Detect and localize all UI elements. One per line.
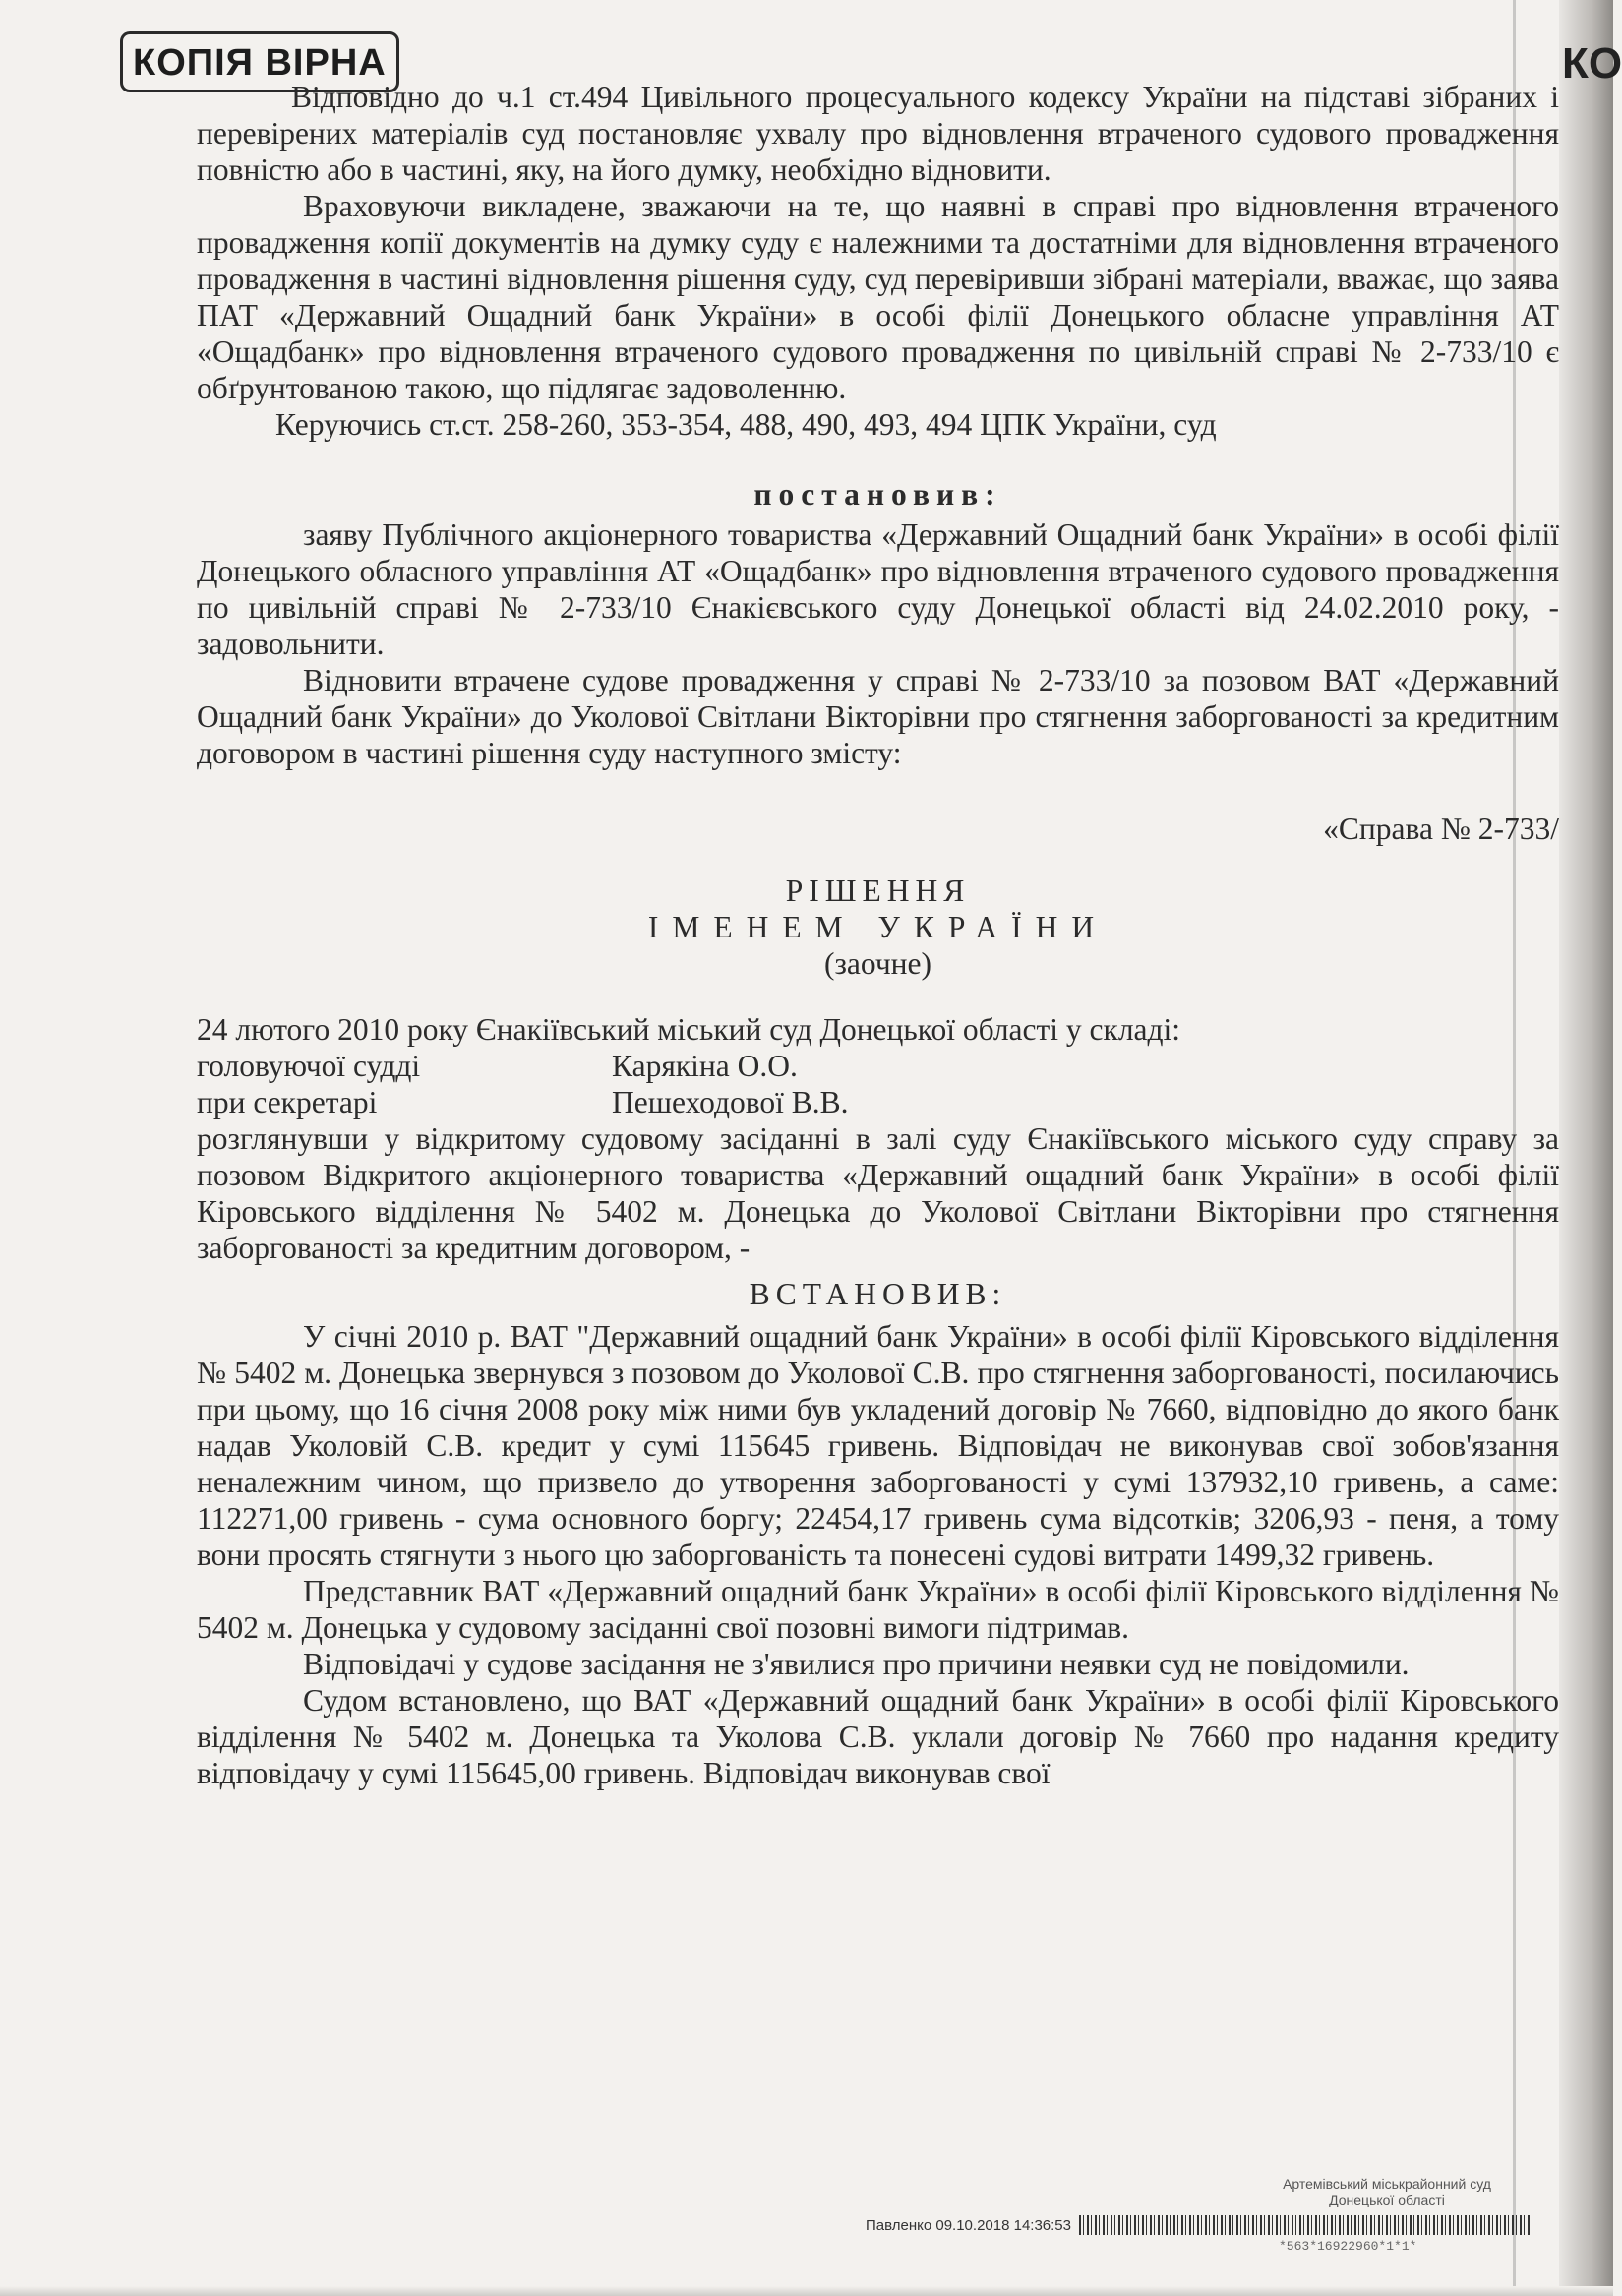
barcode-code: *563*16922960*1*1* (1279, 2239, 1417, 2254)
court-registry-stamp (1234, 2176, 1539, 2207)
court-role-row (197, 1084, 1559, 1120)
scan-bottom-shadow (0, 2286, 1613, 2296)
established-paragraph-3: Відповідачі у судове засідання не з'явилися про причини неявки суд не повідомили. (303, 1647, 1410, 1681)
court-role-label: головуючої судді (197, 1049, 421, 1083)
decision-subtitle: ІМЕНЕМ УКРАЇНИ (647, 910, 1109, 944)
intro-paragraph-3: Керуючись ст.ст. 258-260, 353-354, 488, 490, 493, 494 ЦПК України, суд (275, 407, 1217, 442)
scan-edge-shadow (1559, 0, 1613, 2296)
corner-stamp-fragment: КО (1562, 39, 1622, 88)
ruling-paragraph-2: Відновити втрачене судове провадження у справі № 2-733/10 за позовом ВАТ «Державний Ощадний банк України» до Уколової Світлани Вікторівни про стягнення заборгованості за кредитним договором в частині рішення суду наступного змісту: (197, 663, 1559, 770)
ruling-paragraph-1: заяву Публічного акціонерного товариства «Державний Ощадний банк України» в особі філії Донецького обласного управління АТ «Ощадбанк» про відновлення втраченого судового провадження по цивільній справі № 2-733/10 Єнакієвського суду Донецької області від 24.02.2010 року, - задовольнити. (197, 517, 1559, 661)
court-role-name: Карякіна О.О. (612, 1049, 798, 1083)
court-stamp-line: Артемівський міськрайонний суд (1283, 2176, 1491, 2192)
court-role-name: Пешеходової В.В. (612, 1085, 849, 1119)
established-paragraph-2: Представник ВАТ «Державний ощадний банк України» в особі філії Кіровського відділення № 5402 м. Донецька у судовому засіданні свої позовні вимоги підтримав. (197, 1574, 1559, 1645)
court-role-row (197, 1048, 1559, 1084)
established-paragraph-4: Судом встановлено, що ВАТ «Державний ощадний банк України» в особі філії Кіровського відділення № 5402 м. Донецька та Уколова С.В. уклали договір № 7660 про надання кредиту відповідачу у сумі 115645,00 гривень. Відповідач виконував свої (197, 1683, 1559, 1790)
barcode-icon (1079, 2215, 1534, 2235)
court-body: розглянувши у відкритому судовому засіданні в залі суду Єнакіївського міського суду справу за позовом Відкритого акціонерного товариства «Державний ощадний банк України» в особі філії Кіровського відділення № 5402 м. Донецька до Уколової Світлани Вікторівни про стягнення заборгованості за кредитним договором, - (197, 1121, 1559, 1265)
certified-copy-stamp: КОПІЯ ВІРНА (120, 31, 399, 92)
court-stamp-line: Донецької області (1329, 2192, 1445, 2207)
ruling-heading: постановив: (753, 477, 1002, 512)
print-footer (866, 2213, 1534, 2237)
intro-paragraph-1: Відповідно до ч.1 ст.494 Цивільного процесуального кодексу України на підставі зібраних і перевірених матеріалів суд постановляє ухвалу про відновлення втраченого судового провадження повністю або в частині, яку, на його думку, необхідно відновити. (197, 80, 1559, 187)
printed-by-text: Павленко 09.10.2018 14:36:53 (866, 2216, 1071, 2234)
decision-type: (заочне) (823, 946, 932, 981)
court-intro: 24 лютого 2010 року Єнакіївський міський суд Донецької області у складі: (197, 1012, 1181, 1047)
document-body (197, 79, 1559, 1791)
intro-paragraph-2: Враховуючи викладене, зважаючи на те, що наявні в справі про відновлення втраченого провадження копії документів на думку суду є належними та достатніми для відновлення втраченого провадження в частині відновлення рішення суду, суд перевіривши зібрані матеріали, вважає, що заява ПАТ «Державний Ощадний банк України» в особі філії Донецького обласне управління АТ «Ощадбанк» про відновлення втраченого судового провадження по цивільній справі № 2-733/10 є обґрунтованою такою, що підлягає задоволенню. (197, 189, 1559, 405)
decision-title: РІШЕННЯ (785, 874, 971, 908)
established-paragraph-1: У січні 2010 р. ВАТ "Державний ощадний банк України» в особі філії Кіровського відділення № 5402 м. Донецька звернувся з позовом до Уколової С.В. про стягнення заборгованості, посилаючись при цьому, що 16 січня 2008 року між ними був укладений договір № 7660, відповідно до якого банк надав Уколовій С.В. кредит у сумі 115645 гривень. Відповідач не виконував свої зобов'язання неналежним чином, що призвело до утворення заборгованості у сумі 137932,10 гривень, а саме: 112271,00 гривень - сума основного боргу; 22454,17 гривень сума відсотків; 3206,93 - пеня, а тому вони просять стягнути з нього цю заборгованість та понесені судові витрати 1499,32 гривень. (197, 1319, 1559, 1572)
case-reference: «Справа № 2-733/ (1323, 812, 1559, 846)
established-heading: ВСТАНОВИВ: (749, 1277, 1007, 1311)
court-role-label: при секретарі (197, 1085, 378, 1119)
